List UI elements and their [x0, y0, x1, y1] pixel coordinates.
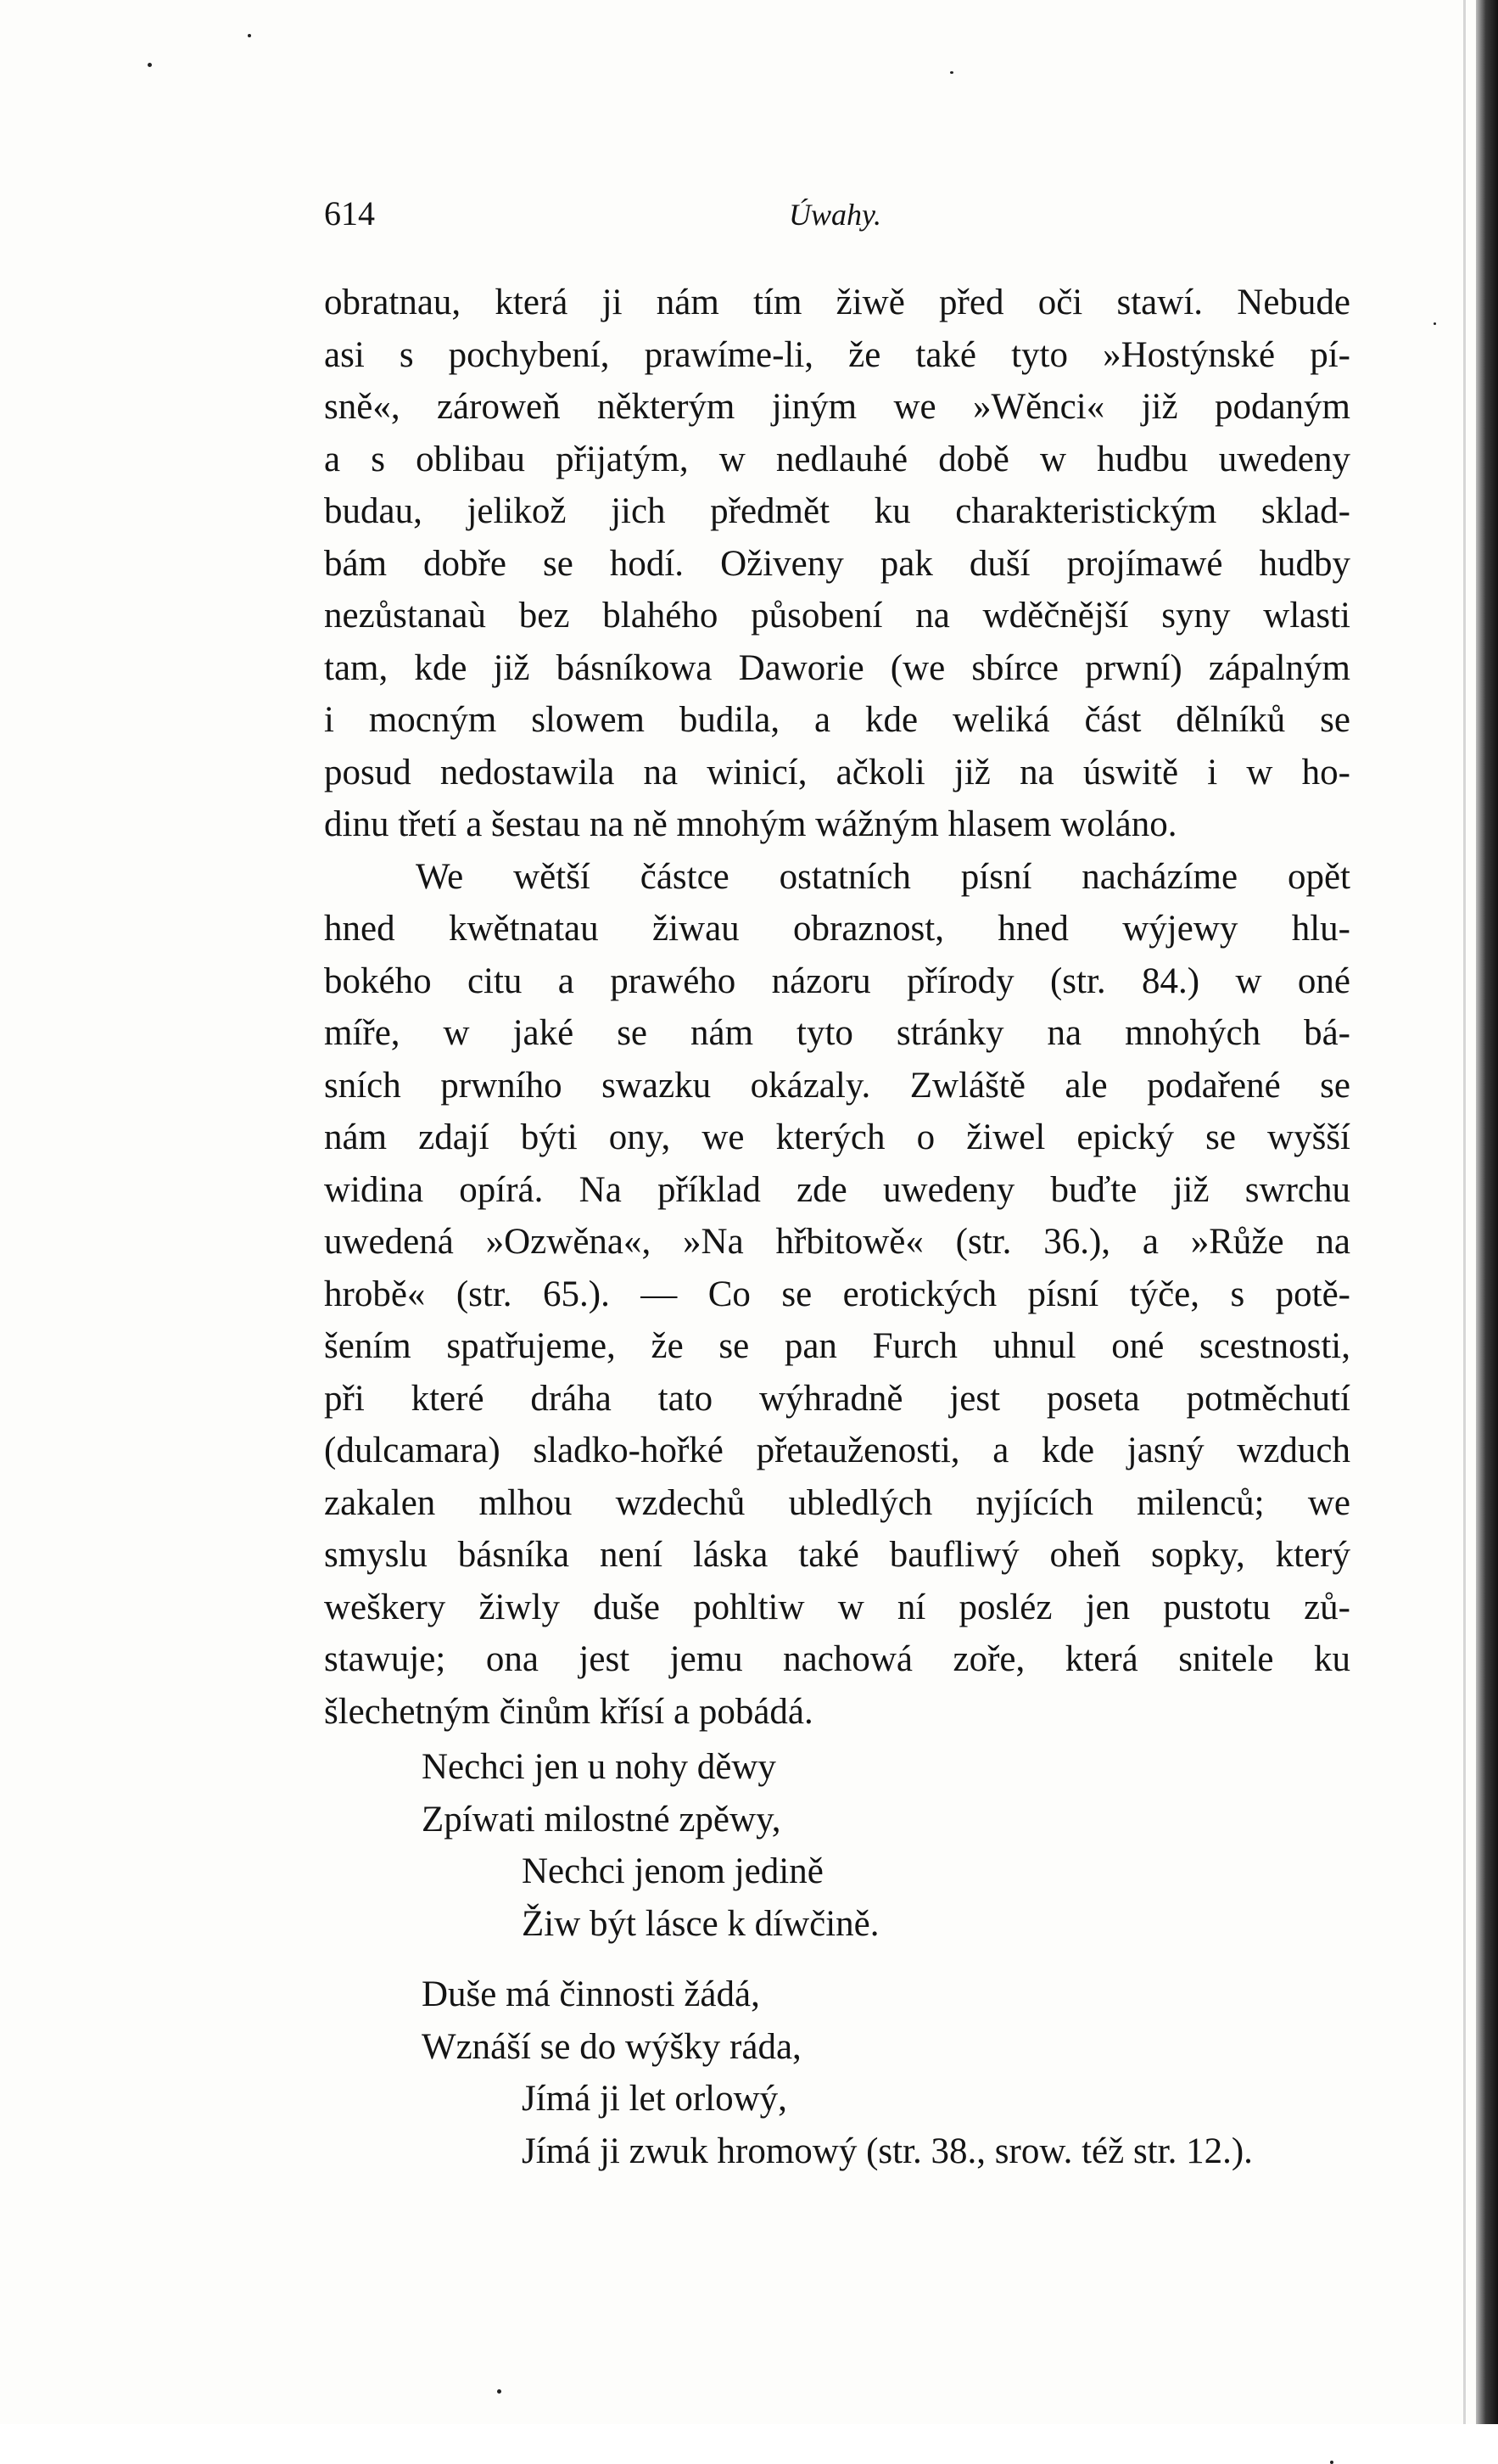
speck: [497, 2389, 501, 2394]
text-line: We wětší částce ostatních písní nacházíme opět: [416, 856, 1350, 897]
text-line: (dulcamara) sladko-hořké přetauženosti, a kde jasný wzduch: [324, 1431, 1350, 1470]
speck: [950, 71, 953, 74]
text-line: a s oblibau přijatým, w nedlauhé době w hudbu uwedeny: [324, 439, 1350, 479]
stanza: [422, 1741, 1253, 1950]
text-line: dinu třetí a šestau na ně mnohým wážným hlasem woláno.: [324, 804, 1177, 844]
text-line: zakalen mlhou wzdechů ubledlých nyjících milenců; we: [324, 1482, 1350, 1523]
text-line: bám dobře se hodí. Oživeny pak duší projímawé hudby: [324, 543, 1350, 584]
text-line: stawuje; ona jest jemu nachowá zoře, která snitele ku: [324, 1639, 1350, 1679]
text-line: bokého citu a prawého názoru přírody (str. 84.) w oné: [324, 960, 1350, 1001]
text-line: smyslu básníka není láska také baufliwý oheň sopky, který: [324, 1535, 1350, 1575]
speck: [148, 63, 152, 67]
text-line: sních prwního swazku okázaly. Zwláště ale podařené se: [324, 1065, 1350, 1106]
text-line: nám zdají býti ony, we kterých o žiwel epický se wyšší: [324, 1117, 1350, 1157]
verse-line: Zpíwati milostné zpěwy,: [422, 1799, 781, 1840]
text-line: weškery žiwly duše pohltiw w ní posléz jen pustotu zů-: [324, 1587, 1350, 1627]
text-line: i mocným slowem budila, a kde weliká část dělníků se: [324, 700, 1350, 740]
text-line: šením spatřujeme, že se pan Furch uhnul oné scestnosti,: [324, 1326, 1350, 1366]
scan-edge-line: [1463, 0, 1466, 2424]
verse-line: Nechci jenom jedině: [522, 1851, 824, 1891]
verse-line: Jímá ji zwuk hromowý (str. 38., srow. též str. 12.).: [522, 2131, 1253, 2171]
scan-edge: [1476, 0, 1498, 2424]
text-line: míře, w jaké se nám tyto stránky na mnohých bá-: [324, 1013, 1350, 1053]
verse-line: Nechci jen u nohy děwy: [422, 1747, 776, 1787]
speck: [1434, 322, 1436, 325]
verse-line: Wznáší se do wýšky ráda,: [422, 2026, 802, 2067]
text-line: widina opírá. Na příklad zde uwedeny buďte již swrchu: [324, 1169, 1350, 1210]
text-line: obratnau, která ji nám tím žiwě před oči stawí. Nebude: [324, 283, 1350, 322]
speck: [1330, 2461, 1333, 2464]
verse-line: Jímá ji let orlowý,: [522, 2079, 787, 2119]
stanza-gap: [422, 1950, 1253, 1968]
text-line: posud nedostawila na winicí, ačkoli již na úswitě i w ho-: [324, 752, 1350, 792]
text-line: nezůstanaù bez blahého působení na wděčnější syny wlasti: [324, 596, 1350, 636]
text-line: hrobě« (str. 65.). — Co se erotických písní týče, s potě-: [324, 1274, 1350, 1314]
text-line: uwedená »Ozwěna«, »Na hřbitowě« (str. 36.), a »Růže na: [324, 1222, 1350, 1262]
text-line: při které dráha tato wýhradně jest poseta potměchutí: [324, 1378, 1350, 1419]
text-line: sně«, zároweň některým jiným we »Wěnci« již podaným: [324, 387, 1350, 427]
text-line: asi s pochybení, prawíme-li, že také tyto »Hostýnské pí-: [324, 334, 1350, 375]
page-header: [324, 193, 1342, 244]
stanza: [422, 1968, 1253, 2177]
body-text: [324, 277, 1350, 1738]
running-head: Úwahy.: [789, 198, 882, 232]
verse-line: Duše má činnosti žádá,: [422, 1974, 760, 2014]
text-line: tam, kde již básníkowa Daworie (we sbírce prwní) zápalným: [324, 647, 1350, 688]
verse-line: Žiw být lásce k díwčině.: [522, 1903, 880, 1944]
text-line: budau, jelikož jich předmět ku charakteristickým sklad-: [324, 491, 1350, 531]
speck: [248, 34, 251, 37]
text-line: šlechetným činům křísí a pobádá.: [324, 1691, 813, 1732]
text-line: hned kwětnatau žiwau obraznost, hned wýjewy hlu-: [324, 909, 1350, 949]
poem: [422, 1741, 1253, 2177]
page-number: 614: [324, 194, 375, 232]
